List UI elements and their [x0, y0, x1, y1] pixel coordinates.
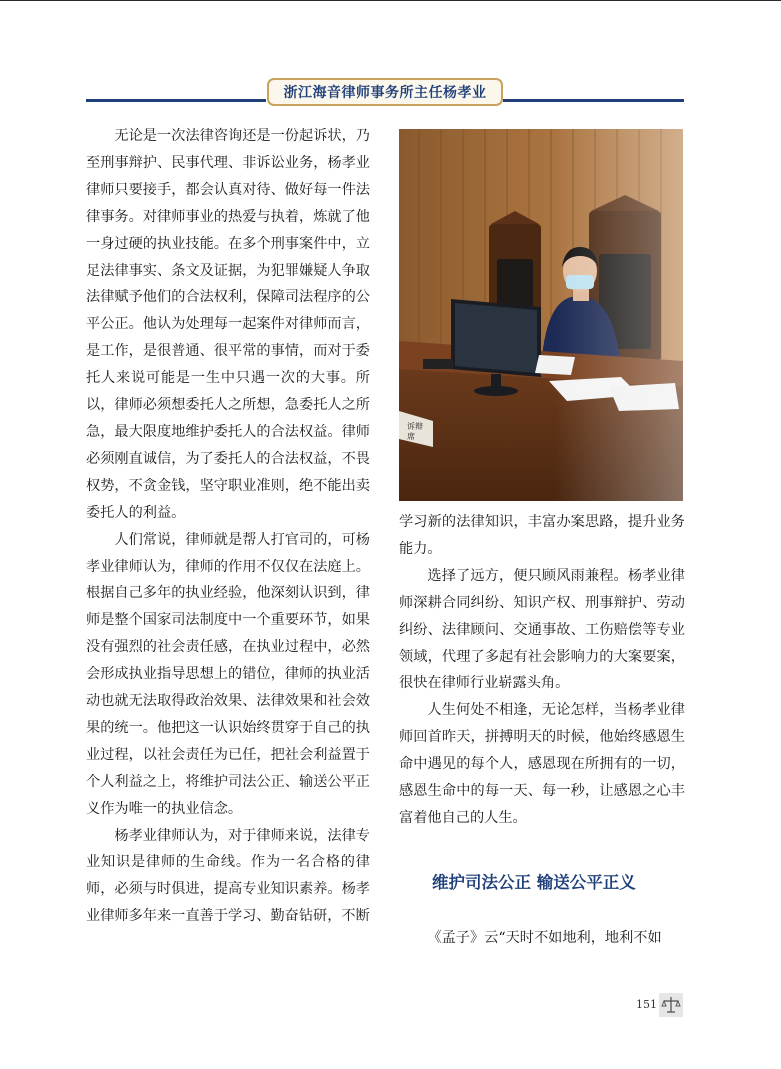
left-paragraph-3: 杨孝业律师认为，对于律师来说，法律专业知识是律师的生命线。作为一名合格的律师，必须与时俱进，提高专业知识素养。杨孝业律师多年来一直善于学习、勤奋钻研，不断 [86, 827, 370, 925]
right-paragraph-2: 人生何处不相逢，无论怎样，当杨孝业律师回首昨天，拼搏明天的时候，他始终感恩生命中遇见的每个人，感恩现在所拥有的一切，感恩生命中的每一天、每一秒，让感恩之心丰富着他自己的人生。 [399, 702, 685, 826]
right-paragraph-1: 选择了远方，便只顾风雨兼程。杨孝业律师深耕合同纠纷、知识产权、刑事辩护、劳动纠纷、法律顾问、交通事故、工伤赔偿等专业领域，代理了多起有社会影响力的大案要案，很快在律师行业崭露头角。 [399, 567, 685, 692]
section-heading: 维护司法公正 输送公平正义 [432, 873, 636, 892]
left-column [86, 123, 370, 930]
left-paragraph-2: 人们常说，律师就是帮人打官司的，可杨孝业律师认为，律师的作用不仅仅在法庭上。根据自己多年的执业经验，他深刻认识到，律师是整个国家司法制度中一个重要环节，如果没有强烈的社会责任感，在执业过程中，必然会形成执业指导思想上的错位，律师的执业活动也就无法取得政治效果、法律效果和社会效果的统一。他把这一认识始终贯穿于自己的执业过程，以社会责任为已任，把社会利益置于个人利益之上，将维护司法公正、输送公平正义作为唯一的执业信念。 [86, 531, 370, 817]
left-paragraph-1: 无论是一次法律咨询还是一份起诉状，乃至刑事辩护、民事代理、非诉讼业务，杨孝业律师只要接手，都会认真对待、做好每一件法律事务。对律师事业的热爱与执着，炼就了他一身过硬的执业技能。在多个刑事案件中，立足法律事实、条文及证据，为犯罪嫌疑人争取法律赋予他们的合法权利，保障司法程序的公平公正。他认为处理每一起案件对律师而言，是工作，是很普通、很平常的事情，而对于委托人来说可能是一生中只遇一次的大事。所以，律师必须想委托人之所想，急委托人之所急，最大限度地维护委托人的合法权益。律师必须刚直诚信，为了委托人的合法权益，不畏权势，不贪金钱，坚守职业准则，绝不能出卖委托人的利益。 [86, 128, 370, 521]
top-rule [0, 0, 781, 1]
header-rule-left [86, 99, 266, 102]
lawyer-photo [399, 129, 683, 501]
scales-of-justice-icon [659, 993, 683, 1017]
header-rule-right [503, 99, 684, 102]
right-column [399, 509, 685, 832]
right-continuation: 学习新的法律知识，丰富办案思路，提升业务能力。 [399, 514, 685, 557]
page-number: 151 [636, 998, 657, 1011]
tail-paragraph: 《孟子》云“天时不如地利，地利不如 [427, 930, 662, 946]
header-title: 浙江海音律师事务所主任杨孝业 [283, 85, 487, 101]
header-banner [267, 78, 503, 106]
